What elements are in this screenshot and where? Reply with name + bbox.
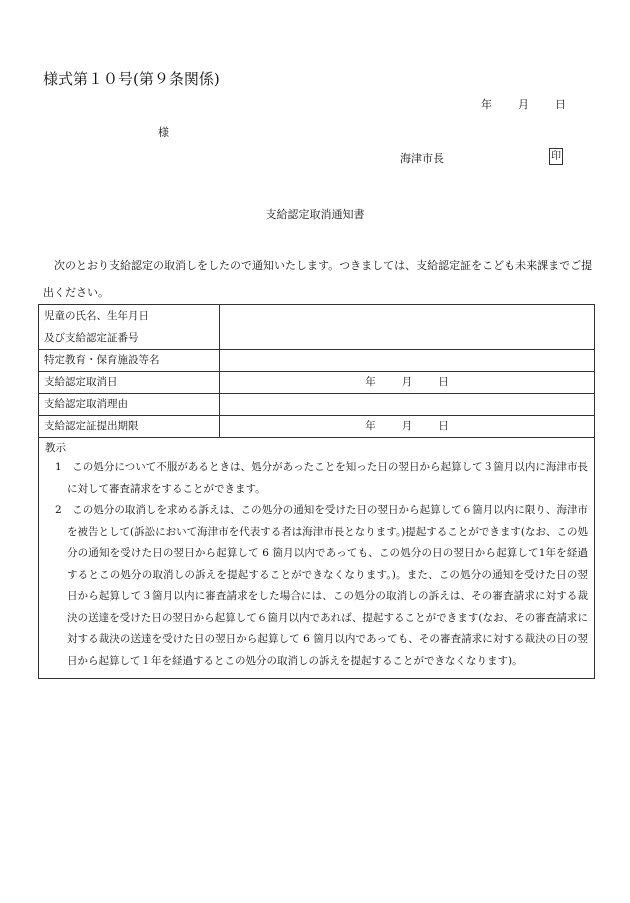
cancel-reason-value	[220, 394, 595, 416]
table-row-cancel-reason	[39, 394, 595, 416]
child-label-line1: 児童の氏名、生年月日	[44, 309, 149, 322]
child-label-line2: 及び支給認定証番号	[44, 331, 139, 344]
deadline-month: 月	[401, 420, 413, 432]
deadline-label: 支給認定証提出期限	[39, 416, 220, 438]
notice-item-2: 2 この処分の取消しを求める訴えは、この処分の通知を受けた日の翌日から起算して６箇月以内に限り、海津市を被告として(訴訟において海津市を代表する者は海津市長となります。)提起することができます(なお、この処分の通知を受けた日の翌日から起算して 6 箇月以内であっても、この処分の日の翌日から起算して1年を経過するとこの処分の取消しの訴えを提起することができなくなります。)。また、この処分の通知を受けた日の翌日から起算して３箇月以内に審査請求をした場合には、この処分の取消しの訴えは、その審査請求に対する裁決の送達を受けた日の翌日から起算して６箇月以内であれば、提起することができます(なお、その審査請求に対する裁決の送達を受けた日の翌日から起算して 6 箇月以内であっても、その審査請求に対する裁決の日の翌日から起算して１年を経過するとこの処分の取消しの訴えを提起することができなくなります)。	[55, 504, 588, 667]
form-number: 様式第１０号(第９条関係)	[43, 70, 220, 88]
table-row-deadline	[39, 416, 595, 438]
deadline-year: 年	[365, 420, 376, 432]
date-year: 年	[481, 98, 492, 111]
notice-item-1: 1 この処分について不服があるときは、処分があったことを知った日の翌日から起算して３箇月以内に海津市長に対して審査請求をすることができます。	[55, 461, 588, 495]
date-day: 日	[555, 98, 566, 111]
header-date	[481, 96, 566, 112]
cancel-date-value	[220, 372, 595, 394]
cancel-date-day: 日	[438, 376, 449, 388]
table-row-cancel-date	[39, 372, 595, 394]
notice-heading: 教示	[45, 442, 66, 454]
date-month: 月	[518, 98, 529, 111]
facility-label: 特定教育・保育施設等名	[39, 350, 220, 372]
seal-mark: 印	[549, 148, 563, 165]
document-title: 支給認定取消通知書	[265, 208, 365, 221]
table-row-notice	[39, 438, 595, 679]
issuer-name: 海津市長	[400, 152, 444, 165]
cancel-reason-label: 支給認定取消理由	[39, 394, 220, 416]
notice-section	[39, 438, 595, 679]
table-row-child	[39, 305, 595, 350]
deadline-value	[220, 416, 595, 438]
child-info-value	[220, 305, 595, 350]
cancel-date-year: 年	[365, 376, 376, 388]
intro-paragraph: 次のとおり支給認定の取消しをしたので通知いたします。つきましては、支給認定証をこども未来課までご提出ください。	[43, 259, 593, 299]
table-row-facility	[39, 350, 595, 372]
cancel-date-label: 支給認定取消日	[39, 372, 220, 394]
addressee-honorific: 様	[158, 126, 169, 139]
details-table	[38, 304, 595, 679]
deadline-day: 日	[438, 420, 449, 432]
cancel-date-month: 月	[401, 376, 413, 388]
facility-value	[220, 350, 595, 372]
child-info-label	[39, 305, 220, 350]
